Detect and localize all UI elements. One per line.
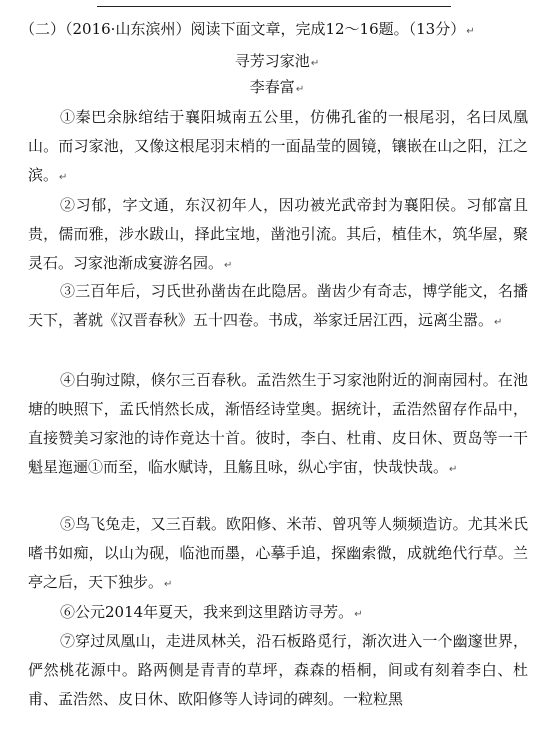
paragraph-1 [28,103,528,192]
top-rule [97,6,451,7]
paragraph-mark: ↵ [310,58,320,69]
paragraph-text: ⑥公元2014年夏天，我来到这里踏访寻芳。 [60,603,354,621]
paragraph-text: ⑦穿过凤凰山，走进凤林关，沿石板路觅行，渐次进入一个幽邃世界，俨然桃花源中。路两侧是青青的草坪，森森的梧桐，间或有刻着李白、杜甫、孟浩然、皮日休、欧阳修等人诗词的碑刻。一粒粒黑 [28,632,528,708]
article-title [0,52,554,73]
paragraph-mark: ↵ [164,579,173,590]
paragraph-3 [28,277,528,337]
article-author [0,78,554,99]
paragraph-text: ③三百年后，习氏世孙凿齿在此隐居。凿齿少有奇志，博学能文，名播天下，著就《汉晋春秋》五十四卷。书成，举家迁居江西，远离尘嚣。 [28,282,528,329]
intro-text: （二）（2016·山东滨州）阅读下面文章，完成12～16题。（13分） [20,20,466,38]
paragraph-mark: ↵ [354,609,363,620]
paragraph-mark: ↵ [494,317,503,328]
paragraph-text: ②习郁，字文通，东汉初年人，因功被光武帝封为襄阳侯。习郁富且贵，儒而雅，涉水跋山，择此宝地，凿池引流。其后，植佳木，筑华屋，聚灵石。习家池渐成宴游名园。 [28,196,528,272]
paragraph-mark: ↵ [224,260,233,271]
paragraph-mark: ↵ [59,172,68,183]
paragraph-5 [28,510,528,599]
paragraph-text: ④白驹过隙，倏尔三百春秋。孟浩然生于习家池附近的涧南园村。在池塘的映照下，孟氏悄然长成，渐悟经诗堂奥。据统计，孟浩然留存作品中，直接赞美习家池的诗作竟达十首。彼时，李白、杜甫、皮日休、贾岛等一干魁星迤逦①而至，临水赋诗，且觞且咏，纵心宇宙，快哉快哉。 [28,371,528,476]
paragraph-6 [28,598,528,629]
paragraph-mark: ↵ [295,84,305,95]
paragraph-7 [28,627,528,731]
question-intro [20,20,540,41]
paragraph-text: ①秦巴余脉绾结于襄阳城南五公里，仿佛孔雀的一根尾羽，名曰凤凰山。而习家池，又像这根尾羽末梢的一面晶莹的圆镜，镶嵌在山之阳，江之滨。 [28,108,528,184]
paragraph-text: ⑤鸟飞兔走，又三百载。欧阳修、米芾、曾巩等人频频造访。尤其米氏嗜书如痴，以山为砚，临池而墨，心摹手追，探幽索微，成就绝代行草。兰亭之后，天下独步。 [28,515,528,591]
paragraph-2 [28,191,528,280]
paragraph-mark: ↵ [449,464,458,475]
paragraph-4 [28,366,528,484]
paragraph-mark: ↵ [466,26,475,37]
author-text: 李春富 [249,78,295,96]
title-text: 寻芳习家池 [234,52,310,70]
